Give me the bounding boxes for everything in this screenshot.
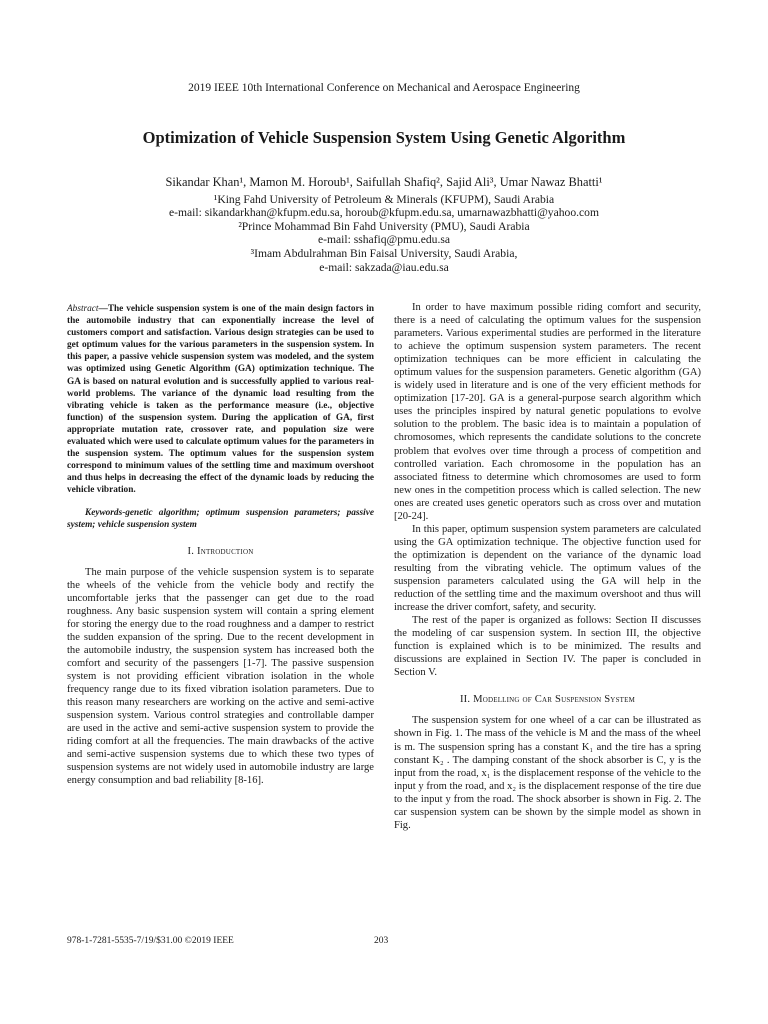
author-list: Sikandar Khan¹, Mamon M. Horoub¹, Saifullah Shafiq², Sajid Ali³, Umar Nawaz Bhatti¹	[165, 175, 603, 189]
affiliation-line: ¹King Fahd University of Petroleum & Minerals (KFUPM), Saudi Arabia	[213, 192, 555, 206]
page-number: 203	[374, 936, 389, 946]
copyright-footer: 978-1-7281-5535-7/19/$31.00 ©2019 IEEE	[67, 936, 234, 946]
section-heading-introduction: I. Introduction	[187, 545, 254, 557]
body-paragraph: In order to have maximum possible riding comfort and security, there is a need of calculating the optimum values for the suspension parameters. Various experimental studies are performed in the literature to achieve the optimum suspension system parameters. The recent optimization techniques can be more efficient in calculating the optimum values for the suspension parameters. Genetic algorithm (GA) is widely used in literature and is one of the very efficient methods for optimization [17-20]. GA is a general-purpose search algorithm which uses the principles inspired by natural genetic populations to evolve solution to the problem. The basic idea is to maintain a population of chromosomes, which represents the candidate solutions to the concrete problem that evolves over time through a process of competition and controlled variation. Each chromosome in the population has an associated fitness to determine which chromosomes are used to form new ones in the competition process which is called selection. The new ones are created uses genetic operators such as cross over and mutation [20-24].	[394, 302, 701, 522]
abstract	[67, 303, 374, 497]
keywords: Keywords-genetic algorithm; optimum suspension parameters; passive system; vehicle suspension system	[67, 507, 374, 530]
affiliation-line: ²Prince Mohammad Bin Fahd University (PMU), Saudi Arabia	[238, 219, 530, 233]
abstract-label: Abstract	[67, 304, 99, 314]
email-line: e-mail: sikandarkhan@kfupm.edu.sa, horoub@kfupm.edu.sa, umarnawazbhatti@yahoo.com	[169, 206, 599, 220]
body-paragraph: In this paper, optimum suspension system parameters are calculated using the GA optimization technique. The objective function used for the optimization is dependent on the variance of the dynamic load resulting from the vibrating vehicle. The optimum values of the suspension parameters calculated using the GA will help in the reduction of the settling time and the maximum overshoot and thus will increase the driver comfort, safety, and security.	[394, 523, 701, 614]
author-block	[0, 176, 768, 274]
email-line: e-mail: sakzada@iau.edu.sa	[319, 260, 449, 274]
body-paragraph: The rest of the paper is organized as follows: Section II discusses the modeling of car suspension system. In section III, the objective function is explained which is to be minimized. The results and discussions are explained in Section IV. The paper is concluded in Section V.	[394, 615, 701, 679]
right-column	[394, 301, 701, 832]
body-paragraph: The suspension system for one wheel of a car can be illustrated as shown in Fig. 1. The mass of the vehicle is M and the mass of the wheel is m. The suspension spring has a constant K₁ and the tire has a spring constant K₂ . The damping constant of the shock absorber is C, y is the input from the road, x₁ is the displacement response of the vehicle to the input y from the road, and x₂ is the displacement response of the tire due to the input y from the road. The shock absorber is shown in Fig. 2. The car suspension system can be shown by the simple model as shown in Fig.	[394, 715, 701, 831]
email-line: e-mail: sshafiq@pmu.edu.sa	[317, 233, 451, 247]
section-heading-modelling: II. Modelling of Car Suspension System	[459, 694, 636, 706]
body-paragraph: The main purpose of the vehicle suspension system is to separate the wheels of the vehicle from the vehicle body and rectify the uncomfortable jerks that the passenger can get due to the road roughness. Any basic suspension system will contain a spring element for storing the energy due to the road roughness and a damper to restrict the sudden expansion of the spring. Due to the recent development in the automobile industry, the suspension system has increased both the comfort and security of the passengers [1-7]. The passive suspension system is not providing efficient vibration isolation in the whole frequency range due to its fixed vibration isolation parameters. Due to this reason many researchers are working on the active and semi-active suspension system. Various control strategies and controllable damper are used in the active and semi-active suspension system to provide the riding comfort at all the frequencies. The main drawbacks of the active and semi-active suspension systems due to which these two types of suspension systems are not widely used in automobile industry are large energy consumption and bad reliability [8-16].	[67, 566, 374, 787]
left-column	[67, 303, 374, 788]
conference-header: 2019 IEEE 10th International Conference on Mechanical and Aerospace Engineering	[188, 82, 580, 94]
paper-title: Optimization of Vehicle Suspension System Using Genetic Algorithm	[142, 128, 626, 147]
abstract-text: —The vehicle suspension system is one of the main design factors in the automobile industry that can exponentially increase the level of customers comport and satisfaction. Various design strategies can be used to get optimum values for the various parameters in the suspension system. In this paper, a passive vehicle suspension system was modeled, and the system was optimized using Genetic Algorithm (GA) optimization technique. The GA is based on natural evolution and is successfully applied to various real-world problems. The variance of the dynamic load resulting from the vibrating vehicle is taken as the performance measure (i.e., objective function) of the suspension system. During the application of GA, first appropriate mutation rate, crossover rate, and population size were evaluated which were used to calculate optimum values for the parameters in the suspension system. The optimum values for the suspension system correspond to minimum values of the settling time and maximum overshoot and thus helps in decreasing the effect of the dynamic loads by reducing the vehicle vibration.	[67, 304, 374, 496]
affiliation-line: ³Imam Abdulrahman Bin Faisal University, Saudi Arabia,	[250, 246, 518, 260]
